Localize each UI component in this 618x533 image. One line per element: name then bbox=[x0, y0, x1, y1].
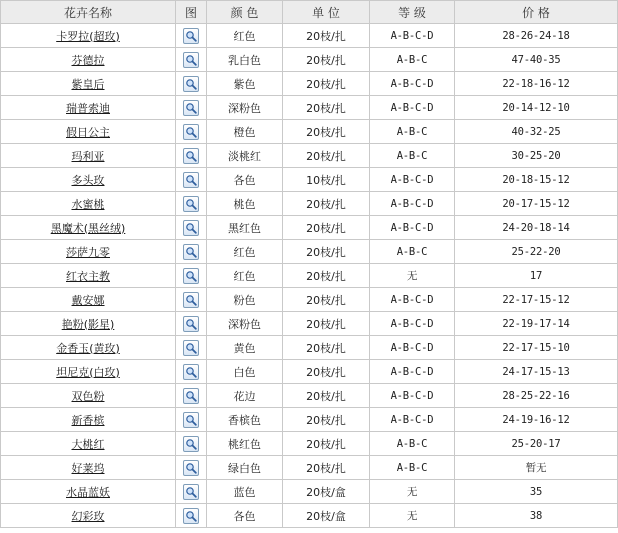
flower-name-link[interactable]: 芬德拉 bbox=[71, 53, 105, 67]
flower-name-cell bbox=[1, 360, 176, 384]
price-cell: 24-17-15-13 bbox=[455, 360, 618, 384]
grade-cell: A-B-C-D bbox=[370, 24, 455, 48]
color-cell: 各色 bbox=[207, 168, 283, 192]
flower-name-link[interactable]: 坦尼克(白玫) bbox=[56, 365, 120, 379]
color-cell: 黑红色 bbox=[207, 216, 283, 240]
magnifier-icon[interactable] bbox=[183, 364, 199, 380]
image-cell bbox=[176, 216, 207, 240]
image-cell bbox=[176, 360, 207, 384]
price-cell: 22-17-15-10 bbox=[455, 336, 618, 360]
unit-cell: 20枝/扎 bbox=[283, 120, 370, 144]
table-body bbox=[1, 24, 618, 528]
flower-name-link[interactable]: 多头玫 bbox=[71, 173, 105, 187]
magnifier-icon[interactable] bbox=[183, 508, 199, 524]
flower-name-cell bbox=[1, 240, 176, 264]
magnifier-icon[interactable] bbox=[183, 412, 199, 428]
grade-cell: A-B-C-D bbox=[370, 336, 455, 360]
grade-cell: A-B-C-D bbox=[370, 408, 455, 432]
grade-cell: A-B-C-D bbox=[370, 192, 455, 216]
flower-name-cell bbox=[1, 504, 176, 528]
price-cell: 20-14-12-10 bbox=[455, 96, 618, 120]
image-cell bbox=[176, 288, 207, 312]
price-cell: 22-17-15-12 bbox=[455, 288, 618, 312]
grade-cell: A-B-C bbox=[370, 48, 455, 72]
unit-cell: 20枝/扎 bbox=[283, 216, 370, 240]
magnifier-icon[interactable] bbox=[183, 292, 199, 308]
magnifier-icon[interactable] bbox=[183, 148, 199, 164]
price-cell: 25-22-20 bbox=[455, 240, 618, 264]
price-cell: 28-25-22-16 bbox=[455, 384, 618, 408]
grade-cell: A-B-C-D bbox=[370, 168, 455, 192]
header-price: 价 格 bbox=[455, 1, 618, 24]
color-cell: 蓝色 bbox=[207, 480, 283, 504]
image-cell bbox=[176, 72, 207, 96]
unit-cell: 20枝/盒 bbox=[283, 480, 370, 504]
flower-name-link[interactable]: 好莱坞 bbox=[71, 461, 105, 475]
price-cell: 47-40-35 bbox=[455, 48, 618, 72]
table-row bbox=[1, 480, 618, 504]
price-cell: 28-26-24-18 bbox=[455, 24, 618, 48]
magnifier-icon[interactable] bbox=[183, 52, 199, 68]
table-row bbox=[1, 432, 618, 456]
color-cell: 香槟色 bbox=[207, 408, 283, 432]
header-name: 花卉名称 bbox=[1, 1, 176, 24]
image-cell bbox=[176, 480, 207, 504]
flower-name-cell bbox=[1, 192, 176, 216]
image-cell bbox=[176, 432, 207, 456]
table-row bbox=[1, 504, 618, 528]
magnifier-icon[interactable] bbox=[183, 436, 199, 452]
flower-name-cell bbox=[1, 96, 176, 120]
image-cell bbox=[176, 120, 207, 144]
table-header-row bbox=[1, 1, 618, 24]
image-cell bbox=[176, 408, 207, 432]
unit-cell: 20枝/扎 bbox=[283, 24, 370, 48]
color-cell: 淡桃红 bbox=[207, 144, 283, 168]
price-cell: 38 bbox=[455, 504, 618, 528]
grade-cell: A-B-C-D bbox=[370, 72, 455, 96]
flower-name-cell bbox=[1, 336, 176, 360]
table-row bbox=[1, 312, 618, 336]
unit-cell: 20枝/盒 bbox=[283, 504, 370, 528]
flower-name-cell bbox=[1, 288, 176, 312]
grade-cell: A-B-C-D bbox=[370, 384, 455, 408]
price-cell: 24-20-18-14 bbox=[455, 216, 618, 240]
magnifier-icon[interactable] bbox=[183, 172, 199, 188]
unit-cell: 20枝/扎 bbox=[283, 96, 370, 120]
flower-name-link[interactable]: 玛利亚 bbox=[71, 149, 105, 163]
unit-cell: 20枝/扎 bbox=[283, 288, 370, 312]
flower-name-link[interactable]: 新香槟 bbox=[71, 413, 105, 427]
header-unit: 单 位 bbox=[283, 1, 370, 24]
magnifier-icon[interactable] bbox=[183, 340, 199, 356]
table-row bbox=[1, 48, 618, 72]
table-row bbox=[1, 144, 618, 168]
color-cell: 白色 bbox=[207, 360, 283, 384]
magnifier-icon[interactable] bbox=[183, 28, 199, 44]
color-cell: 绿白色 bbox=[207, 456, 283, 480]
table-row bbox=[1, 72, 618, 96]
flower-name-link[interactable]: 水蜜桃 bbox=[71, 197, 105, 211]
image-cell bbox=[176, 240, 207, 264]
flower-name-cell bbox=[1, 480, 176, 504]
magnifier-icon[interactable] bbox=[183, 316, 199, 332]
grade-cell: A-B-C bbox=[370, 120, 455, 144]
flower-name-link[interactable]: 双色粉 bbox=[71, 389, 105, 403]
flower-name-cell bbox=[1, 456, 176, 480]
unit-cell: 20枝/扎 bbox=[283, 456, 370, 480]
table-row bbox=[1, 288, 618, 312]
color-cell: 各色 bbox=[207, 504, 283, 528]
magnifier-icon[interactable] bbox=[183, 100, 199, 116]
image-cell bbox=[176, 96, 207, 120]
price-cell: 17 bbox=[455, 264, 618, 288]
color-cell: 红色 bbox=[207, 264, 283, 288]
table-row bbox=[1, 240, 618, 264]
image-cell bbox=[176, 144, 207, 168]
flower-name-link[interactable]: 紫皇后 bbox=[71, 77, 105, 91]
color-cell: 桃红色 bbox=[207, 432, 283, 456]
image-cell bbox=[176, 312, 207, 336]
flower-name-cell bbox=[1, 216, 176, 240]
unit-cell: 20枝/扎 bbox=[283, 336, 370, 360]
flower-name-cell bbox=[1, 312, 176, 336]
unit-cell: 20枝/扎 bbox=[283, 72, 370, 96]
grade-cell: A-B-C-D bbox=[370, 288, 455, 312]
price-cell: 22-18-16-12 bbox=[455, 72, 618, 96]
color-cell: 黄色 bbox=[207, 336, 283, 360]
flower-name-link[interactable]: 金香玉(黄玫) bbox=[56, 341, 120, 355]
table-row bbox=[1, 192, 618, 216]
grade-cell: A-B-C bbox=[370, 432, 455, 456]
flower-name-link[interactable]: 大桃红 bbox=[71, 437, 105, 451]
flower-name-link[interactable]: 艳粉(影星) bbox=[61, 317, 115, 331]
image-cell bbox=[176, 504, 207, 528]
table-row bbox=[1, 408, 618, 432]
color-cell: 桃色 bbox=[207, 192, 283, 216]
price-cell: 20-17-15-12 bbox=[455, 192, 618, 216]
flower-name-cell bbox=[1, 72, 176, 96]
unit-cell: 20枝/扎 bbox=[283, 144, 370, 168]
grade-cell: 无 bbox=[370, 264, 455, 288]
flower-name-cell bbox=[1, 408, 176, 432]
flower-name-cell bbox=[1, 24, 176, 48]
flower-name-link[interactable]: 红衣主教 bbox=[66, 269, 110, 283]
grade-cell: A-B-C-D bbox=[370, 312, 455, 336]
grade-cell: A-B-C bbox=[370, 240, 455, 264]
price-cell: 22-19-17-14 bbox=[455, 312, 618, 336]
flower-name-cell bbox=[1, 264, 176, 288]
table-row bbox=[1, 384, 618, 408]
flower-name-cell bbox=[1, 384, 176, 408]
flower-name-cell bbox=[1, 168, 176, 192]
price-cell: 24-19-16-12 bbox=[455, 408, 618, 432]
flower-name-link[interactable]: 莎萨九零 bbox=[66, 245, 110, 259]
color-cell: 橙色 bbox=[207, 120, 283, 144]
unit-cell: 20枝/扎 bbox=[283, 384, 370, 408]
grade-cell: A-B-C bbox=[370, 456, 455, 480]
grade-cell: 无 bbox=[370, 504, 455, 528]
unit-cell: 20枝/扎 bbox=[283, 48, 370, 72]
image-cell bbox=[176, 264, 207, 288]
image-cell bbox=[176, 456, 207, 480]
flower-name-link[interactable]: 黑魔术(黑丝绒) bbox=[50, 221, 126, 235]
price-cell: 30-25-20 bbox=[455, 144, 618, 168]
table-row bbox=[1, 216, 618, 240]
flower-name-cell bbox=[1, 120, 176, 144]
unit-cell: 20枝/扎 bbox=[283, 432, 370, 456]
color-cell: 深粉色 bbox=[207, 312, 283, 336]
grade-cell: A-B-C bbox=[370, 144, 455, 168]
table-row bbox=[1, 360, 618, 384]
unit-cell: 20枝/扎 bbox=[283, 360, 370, 384]
color-cell: 红色 bbox=[207, 24, 283, 48]
flower-name-link[interactable]: 戴安娜 bbox=[71, 293, 105, 307]
image-cell bbox=[176, 48, 207, 72]
unit-cell: 10枝/扎 bbox=[283, 168, 370, 192]
table-row bbox=[1, 264, 618, 288]
table-row bbox=[1, 456, 618, 480]
magnifier-icon[interactable] bbox=[183, 124, 199, 140]
unit-cell: 20枝/扎 bbox=[283, 192, 370, 216]
price-cell: 25-20-17 bbox=[455, 432, 618, 456]
unit-cell: 20枝/扎 bbox=[283, 240, 370, 264]
unit-cell: 20枝/扎 bbox=[283, 312, 370, 336]
table-row bbox=[1, 24, 618, 48]
magnifier-icon[interactable] bbox=[183, 268, 199, 284]
price-cell: 35 bbox=[455, 480, 618, 504]
flower-name-link[interactable]: 瑞普索迪 bbox=[66, 101, 110, 115]
magnifier-icon[interactable] bbox=[183, 244, 199, 260]
color-cell: 紫色 bbox=[207, 72, 283, 96]
image-cell bbox=[176, 384, 207, 408]
table-row bbox=[1, 96, 618, 120]
grade-cell: A-B-C-D bbox=[370, 360, 455, 384]
grade-cell: 无 bbox=[370, 480, 455, 504]
header-grade: 等 级 bbox=[370, 1, 455, 24]
magnifier-icon[interactable] bbox=[183, 484, 199, 500]
magnifier-icon[interactable] bbox=[183, 460, 199, 476]
image-cell bbox=[176, 336, 207, 360]
color-cell: 红色 bbox=[207, 240, 283, 264]
unit-cell: 20枝/扎 bbox=[283, 408, 370, 432]
unit-cell: 20枝/扎 bbox=[283, 264, 370, 288]
flower-name-link[interactable]: 假日公主 bbox=[66, 125, 110, 139]
flower-name-link[interactable]: 幻彩玫 bbox=[71, 509, 105, 523]
flower-name-link[interactable]: 卡罗拉(超玫) bbox=[56, 29, 120, 43]
magnifier-icon[interactable] bbox=[183, 196, 199, 212]
flower-name-cell bbox=[1, 48, 176, 72]
color-cell: 粉色 bbox=[207, 288, 283, 312]
table-row bbox=[1, 168, 618, 192]
grade-cell: A-B-C-D bbox=[370, 216, 455, 240]
magnifier-icon[interactable] bbox=[183, 76, 199, 92]
color-cell: 乳白色 bbox=[207, 48, 283, 72]
table-row bbox=[1, 120, 618, 144]
flower-name-cell bbox=[1, 144, 176, 168]
flower-name-link[interactable]: 水晶蓝妖 bbox=[66, 485, 110, 499]
color-cell: 深粉色 bbox=[207, 96, 283, 120]
image-cell bbox=[176, 168, 207, 192]
grade-cell: A-B-C-D bbox=[370, 96, 455, 120]
flower-name-cell bbox=[1, 432, 176, 456]
price-cell: 20-18-15-12 bbox=[455, 168, 618, 192]
header-color: 颜 色 bbox=[207, 1, 283, 24]
magnifier-icon[interactable] bbox=[183, 388, 199, 404]
header-image: 图 bbox=[176, 1, 207, 24]
image-cell bbox=[176, 192, 207, 216]
color-cell: 花边 bbox=[207, 384, 283, 408]
price-cell: 40-32-25 bbox=[455, 120, 618, 144]
table-row bbox=[1, 336, 618, 360]
magnifier-icon[interactable] bbox=[183, 220, 199, 236]
price-cell: 暂无 bbox=[455, 456, 618, 480]
image-cell bbox=[176, 24, 207, 48]
